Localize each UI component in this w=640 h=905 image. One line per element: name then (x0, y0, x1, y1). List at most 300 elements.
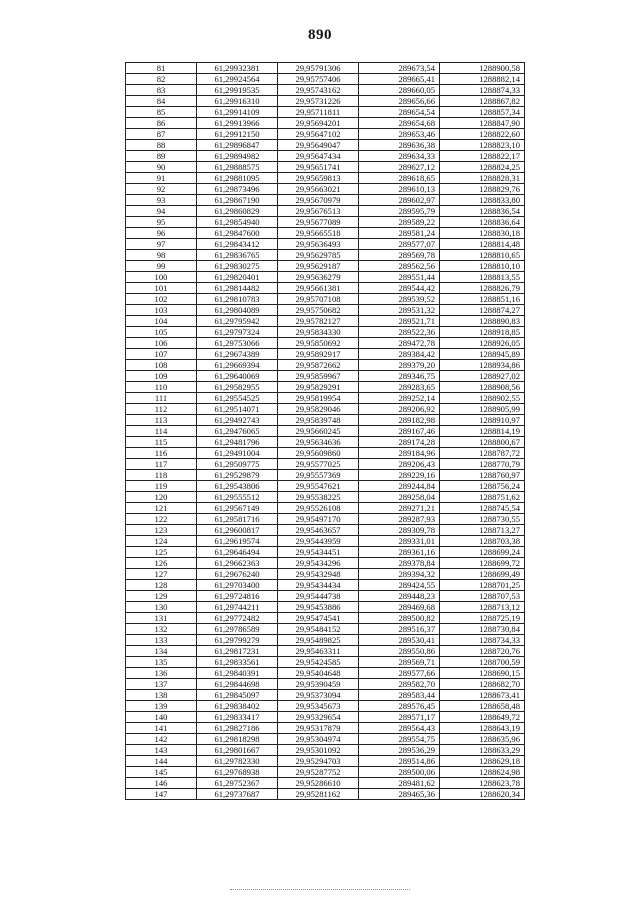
table-cell: 289582,70 (359, 679, 440, 690)
table-cell: 137 (126, 679, 197, 690)
table-cell: 289618,65 (359, 173, 440, 184)
table-cell: 29,95463311 (278, 646, 359, 657)
table-cell: 1288823,10 (440, 140, 525, 151)
table-cell: 29,95829046 (278, 404, 359, 415)
table-cell: 289394,32 (359, 569, 440, 580)
table-cell: 29,95636279 (278, 272, 359, 283)
table-cell: 289656,66 (359, 96, 440, 107)
table-cell: 61,29543806 (197, 481, 278, 492)
table-cell: 289384,42 (359, 349, 440, 360)
table-cell: 289673,54 (359, 63, 440, 74)
table-cell: 141 (126, 723, 197, 734)
table-cell: 1288874,33 (440, 85, 525, 96)
table-cell: 144 (126, 756, 197, 767)
table-row (126, 459, 525, 470)
table-row (126, 217, 525, 228)
table-cell: 289562,56 (359, 261, 440, 272)
table-cell: 1288699,49 (440, 569, 525, 580)
table-cell: 289481,62 (359, 778, 440, 789)
table-cell: 29,95670979 (278, 195, 359, 206)
table-cell: 61,29924564 (197, 74, 278, 85)
table-cell: 92 (126, 184, 197, 195)
table-row (126, 118, 525, 129)
table-cell: 289595,79 (359, 206, 440, 217)
page-number: 890 (308, 27, 332, 43)
table-cell: 122 (126, 514, 197, 525)
table-cell: 289283,65 (359, 382, 440, 393)
table-cell: 289577,66 (359, 668, 440, 679)
table-cell: 61,29801667 (197, 745, 278, 756)
table-cell: 61,29916310 (197, 96, 278, 107)
table-cell: 29,95404648 (278, 668, 359, 679)
table-cell: 61,29919535 (197, 85, 278, 96)
table-cell: 289500,06 (359, 767, 440, 778)
table-row (126, 316, 525, 327)
table-cell: 117 (126, 459, 197, 470)
table-cell: 61,29640069 (197, 371, 278, 382)
table-cell: 1288828,31 (440, 173, 525, 184)
table-cell: 111 (126, 393, 197, 404)
table-cell: 1288800,67 (440, 437, 525, 448)
table-cell: 1288730,55 (440, 514, 525, 525)
table-cell: 90 (126, 162, 197, 173)
table-cell: 1288620,34 (440, 789, 525, 800)
table-cell: 289550,86 (359, 646, 440, 657)
table-cell: 89 (126, 151, 197, 162)
table-cell: 1288927,02 (440, 371, 525, 382)
table-row (126, 679, 525, 690)
table-cell: 1288751,62 (440, 492, 525, 503)
table-cell: 1288649,72 (440, 712, 525, 723)
table-cell: 85 (126, 107, 197, 118)
table-cell: 1288824,25 (440, 162, 525, 173)
table-cell: 118 (126, 470, 197, 481)
table-cell: 130 (126, 602, 197, 613)
table-cell: 289309,78 (359, 525, 440, 536)
table-cell: 1288707,53 (440, 591, 525, 602)
table-cell: 110 (126, 382, 197, 393)
table-cell: 61,29914109 (197, 107, 278, 118)
table-cell: 1288882,14 (440, 74, 525, 85)
table-cell: 61,29932381 (197, 63, 278, 74)
table-cell: 82 (126, 74, 197, 85)
table-cell: 289182,98 (359, 415, 440, 426)
table-cell: 289331,01 (359, 536, 440, 547)
table-cell: 97 (126, 239, 197, 250)
table-cell: 1288900,58 (440, 63, 525, 74)
table-cell: 29,95676513 (278, 206, 359, 217)
table-cell: 289583,44 (359, 690, 440, 701)
table-cell: 289539,52 (359, 294, 440, 305)
table-row (126, 415, 525, 426)
table-cell: 1288822,17 (440, 151, 525, 162)
table-cell: 29,95707108 (278, 294, 359, 305)
table-cell: 61,29799279 (197, 635, 278, 646)
table-row (126, 613, 525, 624)
table-row (126, 547, 525, 558)
table-cell: 129 (126, 591, 197, 602)
table-cell: 1288700,59 (440, 657, 525, 668)
table-cell: 29,95301092 (278, 745, 359, 756)
table-cell: 29,95489825 (278, 635, 359, 646)
table-cell: 61,29810783 (197, 294, 278, 305)
table-cell: 61,29860829 (197, 206, 278, 217)
table-cell: 289271,21 (359, 503, 440, 514)
table-row (126, 404, 525, 415)
table-cell: 61,29600817 (197, 525, 278, 536)
table-cell: 1288857,34 (440, 107, 525, 118)
table-cell: 145 (126, 767, 197, 778)
table-cell: 1288833,80 (440, 195, 525, 206)
table-cell: 29,95538225 (278, 492, 359, 503)
table-row (126, 140, 525, 151)
table-cell: 289469,68 (359, 602, 440, 613)
table-cell: 1288814,19 (440, 426, 525, 437)
table-cell: 61,29847600 (197, 228, 278, 239)
table-row (126, 349, 525, 360)
table-cell: 289378,84 (359, 558, 440, 569)
table-cell: 1288756,24 (440, 481, 525, 492)
table-row (126, 481, 525, 492)
table-cell: 61,29529879 (197, 470, 278, 481)
table-cell: 289551,44 (359, 272, 440, 283)
table-cell: 289174,28 (359, 437, 440, 448)
table-cell: 91 (126, 173, 197, 184)
table-cell: 1288770,79 (440, 459, 525, 470)
table-cell: 61,29582955 (197, 382, 278, 393)
table-cell: 61,29724816 (197, 591, 278, 602)
table-cell: 61,29674389 (197, 349, 278, 360)
table-cell: 61,29845097 (197, 690, 278, 701)
table-cell: 1288760,97 (440, 470, 525, 481)
table-cell: 289206,43 (359, 459, 440, 470)
table-cell: 84 (126, 96, 197, 107)
table-row (126, 184, 525, 195)
table-cell: 1288810,10 (440, 261, 525, 272)
table-cell: 289653,46 (359, 129, 440, 140)
table-cell: 289581,24 (359, 228, 440, 239)
table-cell: 61,29782330 (197, 756, 278, 767)
table-cell: 29,95463657 (278, 525, 359, 536)
table-cell: 100 (126, 272, 197, 283)
table-cell: 61,29768938 (197, 767, 278, 778)
table-cell: 146 (126, 778, 197, 789)
table-cell: 81 (126, 63, 197, 74)
table-cell: 61,29817231 (197, 646, 278, 657)
table-cell: 1288734,33 (440, 635, 525, 646)
table-cell: 1288867,82 (440, 96, 525, 107)
table-row (126, 239, 525, 250)
table-cell: 289634,33 (359, 151, 440, 162)
table-cell: 29,95443959 (278, 536, 359, 547)
table-cell: 1288847,90 (440, 118, 525, 129)
table-row (126, 767, 525, 778)
table-cell: 61,29913966 (197, 118, 278, 129)
table-cell: 29,95390459 (278, 679, 359, 690)
table-cell: 29,95677089 (278, 217, 359, 228)
table-cell: 1288874,27 (440, 305, 525, 316)
table-cell: 289465,36 (359, 789, 440, 800)
table-row (126, 393, 525, 404)
table-cell: 124 (126, 536, 197, 547)
table-cell: 61,29581716 (197, 514, 278, 525)
table-cell: 289184,96 (359, 448, 440, 459)
table-cell: 289522,36 (359, 327, 440, 338)
table-cell: 61,29827186 (197, 723, 278, 734)
table-row (126, 756, 525, 767)
table-cell: 1288690,15 (440, 668, 525, 679)
table-cell: 29,95345673 (278, 701, 359, 712)
table-cell: 1288910,97 (440, 415, 525, 426)
table-cell: 29,95819954 (278, 393, 359, 404)
table-cell: 29,95839748 (278, 415, 359, 426)
table-cell: 61,29476065 (197, 426, 278, 437)
table-cell: 99 (126, 261, 197, 272)
table-cell: 29,95649047 (278, 140, 359, 151)
table-cell: 61,29797324 (197, 327, 278, 338)
table-cell: 61,29867190 (197, 195, 278, 206)
table-cell: 61,29896847 (197, 140, 278, 151)
table-cell: 289516,37 (359, 624, 440, 635)
table-cell: 29,95872662 (278, 360, 359, 371)
table-cell: 29,95329654 (278, 712, 359, 723)
table-row (126, 283, 525, 294)
table-row (126, 107, 525, 118)
table-cell: 1288918,85 (440, 327, 525, 338)
table-row (126, 602, 525, 613)
table-cell: 107 (126, 349, 197, 360)
table-row (126, 96, 525, 107)
table-cell: 61,29912150 (197, 129, 278, 140)
table-cell: 1288836,54 (440, 206, 525, 217)
table-cell: 289346,75 (359, 371, 440, 382)
table-row (126, 558, 525, 569)
table-cell: 61,29646494 (197, 547, 278, 558)
table-row (126, 360, 525, 371)
table-cell: 29,95829291 (278, 382, 359, 393)
table-cell: 29,95424585 (278, 657, 359, 668)
table-cell: 289636,38 (359, 140, 440, 151)
table-cell: 132 (126, 624, 197, 635)
table-row (126, 195, 525, 206)
table-cell: 128 (126, 580, 197, 591)
table-cell: 116 (126, 448, 197, 459)
table-row (126, 789, 525, 800)
table-cell: 29,95859967 (278, 371, 359, 382)
table-cell: 142 (126, 734, 197, 745)
table-row (126, 206, 525, 217)
table-cell: 1288813,55 (440, 272, 525, 283)
table-cell: 61,29833417 (197, 712, 278, 723)
table-cell: 29,95636493 (278, 239, 359, 250)
table-cell: 289577,07 (359, 239, 440, 250)
coordinates-table-body (126, 63, 525, 800)
table-row (126, 129, 525, 140)
table-row (126, 635, 525, 646)
table-cell: 29,95651741 (278, 162, 359, 173)
table-cell: 29,95484152 (278, 624, 359, 635)
table-row (126, 712, 525, 723)
table-row (126, 228, 525, 239)
table-cell: 1288713,27 (440, 525, 525, 536)
table-cell: 61,29888575 (197, 162, 278, 173)
table-row (126, 382, 525, 393)
table-cell: 29,95892917 (278, 349, 359, 360)
table-cell: 289589,22 (359, 217, 440, 228)
table-cell: 140 (126, 712, 197, 723)
table-row (126, 272, 525, 283)
table-cell: 1288926,05 (440, 338, 525, 349)
table-cell: 29,95526108 (278, 503, 359, 514)
table-cell: 1288851,16 (440, 294, 525, 305)
table-cell: 61,29818298 (197, 734, 278, 745)
table-cell: 29,95286610 (278, 778, 359, 789)
table-cell: 1288836,64 (440, 217, 525, 228)
table-cell: 1288635,96 (440, 734, 525, 745)
table-row (126, 305, 525, 316)
table-cell: 61,29737687 (197, 789, 278, 800)
table-cell: 1288730,84 (440, 624, 525, 635)
table-cell: 289530,41 (359, 635, 440, 646)
table-cell: 289514,86 (359, 756, 440, 767)
table-cell: 29,95287752 (278, 767, 359, 778)
table-cell: 289424,55 (359, 580, 440, 591)
table-cell: 96 (126, 228, 197, 239)
table-cell: 1288890,83 (440, 316, 525, 327)
table-cell: 29,95660245 (278, 426, 359, 437)
table-row (126, 668, 525, 679)
table-cell: 95 (126, 217, 197, 228)
table-cell: 61,29844698 (197, 679, 278, 690)
table-cell: 29,95757406 (278, 74, 359, 85)
table-cell: 289564,43 (359, 723, 440, 734)
table-cell: 61,29814482 (197, 283, 278, 294)
table-cell: 289610,13 (359, 184, 440, 195)
table-cell: 29,95663021 (278, 184, 359, 195)
table-cell: 29,95743162 (278, 85, 359, 96)
table-cell: 29,95791306 (278, 63, 359, 74)
table-cell: 289569,71 (359, 657, 440, 668)
table-row (126, 503, 525, 514)
table-row (126, 85, 525, 96)
table-cell: 29,95647102 (278, 129, 359, 140)
table-cell: 61,29772482 (197, 613, 278, 624)
table-cell: 143 (126, 745, 197, 756)
table-cell: 127 (126, 569, 197, 580)
table-cell: 61,29840391 (197, 668, 278, 679)
table-cell: 61,29804089 (197, 305, 278, 316)
table-cell: 289448,23 (359, 591, 440, 602)
table-cell: 61,29669394 (197, 360, 278, 371)
table-cell: 289544,42 (359, 283, 440, 294)
table-cell: 29,95281162 (278, 789, 359, 800)
table-cell: 61,29509775 (197, 459, 278, 470)
table-cell: 1288629,18 (440, 756, 525, 767)
table-cell: 104 (126, 316, 197, 327)
table-cell: 289167,46 (359, 426, 440, 437)
table-cell: 1288814,48 (440, 239, 525, 250)
table-row (126, 624, 525, 635)
table-cell: 120 (126, 492, 197, 503)
table-cell: 112 (126, 404, 197, 415)
table-cell: 61,29492743 (197, 415, 278, 426)
table-row (126, 778, 525, 789)
table-cell: 289244,84 (359, 481, 440, 492)
table-cell: 1288673,41 (440, 690, 525, 701)
table-row (126, 514, 525, 525)
table-cell: 29,95577025 (278, 459, 359, 470)
table-cell: 1288725,19 (440, 613, 525, 624)
table-cell: 1288905,99 (440, 404, 525, 415)
table-cell: 61,29838402 (197, 701, 278, 712)
table-cell: 1288720,76 (440, 646, 525, 657)
table-row (126, 569, 525, 580)
table-cell: 289531,32 (359, 305, 440, 316)
table-cell: 88 (126, 140, 197, 151)
table-cell: 101 (126, 283, 197, 294)
table-cell: 289665,41 (359, 74, 440, 85)
table-cell: 61,29567149 (197, 503, 278, 514)
table-cell: 105 (126, 327, 197, 338)
table-cell: 29,95782127 (278, 316, 359, 327)
table-cell: 61,29836765 (197, 250, 278, 261)
table-row (126, 437, 525, 448)
table-cell: 29,95750682 (278, 305, 359, 316)
table-cell: 83 (126, 85, 197, 96)
table-cell: 109 (126, 371, 197, 382)
table-cell: 29,95609860 (278, 448, 359, 459)
table-cell: 134 (126, 646, 197, 657)
table-cell: 61,29744211 (197, 602, 278, 613)
table-row (126, 745, 525, 756)
table-cell: 61,29703400 (197, 580, 278, 591)
table-cell: 147 (126, 789, 197, 800)
table-cell: 1288699,24 (440, 547, 525, 558)
table-cell: 1288701,25 (440, 580, 525, 591)
table-cell: 115 (126, 437, 197, 448)
table-row (126, 448, 525, 459)
table-cell: 29,95434296 (278, 558, 359, 569)
table-cell: 29,95304974 (278, 734, 359, 745)
table-cell: 289554,75 (359, 734, 440, 745)
table-cell: 1288822,60 (440, 129, 525, 140)
table-cell: 29,95629785 (278, 250, 359, 261)
table-cell: 136 (126, 668, 197, 679)
table-cell: 29,95850692 (278, 338, 359, 349)
table-cell: 61,29676240 (197, 569, 278, 580)
table-row (126, 261, 525, 272)
table-cell: 135 (126, 657, 197, 668)
table-row (126, 151, 525, 162)
table-row (126, 723, 525, 734)
table-cell: 289576,45 (359, 701, 440, 712)
table-row (126, 734, 525, 745)
table-row (126, 646, 525, 657)
table-cell: 61,29555512 (197, 492, 278, 503)
table-cell: 131 (126, 613, 197, 624)
table-row (126, 492, 525, 503)
table-cell: 289472,78 (359, 338, 440, 349)
table-cell: 61,29662363 (197, 558, 278, 569)
table-cell: 29,95547621 (278, 481, 359, 492)
table-cell: 289627,12 (359, 162, 440, 173)
table-cell: 1288945,89 (440, 349, 525, 360)
table-cell: 113 (126, 415, 197, 426)
table-cell: 125 (126, 547, 197, 558)
coordinates-table (125, 62, 525, 800)
table-cell: 61,29843412 (197, 239, 278, 250)
table-cell: 29,95647434 (278, 151, 359, 162)
